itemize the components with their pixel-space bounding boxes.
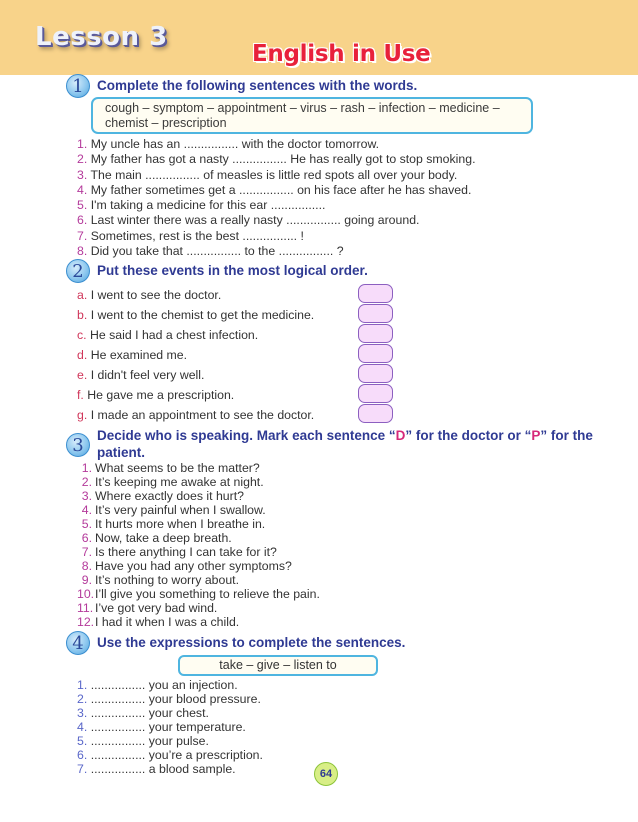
list-item: [77, 587, 320, 601]
list-item: [77, 325, 314, 345]
item-text: What seems to be the matter?: [95, 461, 260, 475]
item-number: 3.: [77, 167, 88, 182]
answer-box[interactable]: [358, 384, 393, 403]
item-text: ................ you an injection.: [90, 678, 238, 692]
item-number: 7.: [81, 545, 92, 559]
item-text: Now, take a deep breath.: [95, 531, 232, 545]
item-text: The main ................ of measles is little red spots all over your body.: [90, 167, 458, 182]
page-number: 64: [314, 762, 338, 786]
item-number: 10.: [77, 587, 95, 601]
item-number: 2.: [81, 475, 92, 489]
item-text: I went to the chemist to get the medicine.: [90, 308, 315, 322]
list-item: [77, 345, 314, 365]
item-text: He gave me a prescription.: [87, 388, 235, 402]
item-number: 6.: [77, 748, 88, 762]
item-text: I’ve got very bad wind.: [95, 601, 218, 615]
item-text: Did you take that ................ to the ................ ?: [90, 244, 344, 259]
list-item: [77, 244, 475, 259]
item-text: ................ you’re a prescription.: [90, 748, 263, 762]
exercise-1-heading: [66, 74, 417, 98]
item-letter: e.: [77, 368, 88, 382]
list-item: [77, 615, 320, 629]
list-item: [77, 601, 320, 615]
item-number: 8.: [81, 559, 92, 573]
item-number: 9.: [81, 573, 92, 587]
item-text: It’s very painful when I swallow.: [95, 503, 266, 517]
item-text: I had it when I was a child.: [95, 615, 240, 629]
word-bank: cough – symptom – appointment – virus – rash – infection – medicine – chemist – prescription: [91, 97, 533, 134]
item-text: I made an appointment to see the doctor.: [90, 408, 315, 422]
expression-bank: take – give – listen to: [178, 655, 378, 676]
item-number: 5.: [77, 198, 88, 213]
list-item: [77, 213, 475, 228]
item-number: 3.: [77, 706, 88, 720]
exercise-instruction: [97, 427, 597, 461]
item-text: I didn't feel very well.: [90, 368, 205, 382]
answer-box[interactable]: [358, 404, 393, 423]
exercise-1-list: [77, 137, 475, 259]
list-item: [77, 692, 263, 706]
item-number: 4.: [77, 720, 88, 734]
patient-letter: P: [531, 428, 541, 443]
item-number: 6.: [77, 213, 88, 228]
answer-box[interactable]: [358, 304, 393, 323]
instruction-text: Decide who is speaking. Mark each sentence “: [97, 428, 396, 443]
exercise-instruction: Put these events in the most logical order.: [97, 263, 368, 278]
list-item: [77, 748, 263, 762]
item-number: 3.: [81, 489, 92, 503]
list-item: [77, 475, 320, 489]
item-number: 7.: [77, 228, 88, 243]
item-number: 4.: [81, 503, 92, 517]
instruction-text: ” for the doctor or “: [405, 428, 532, 443]
list-item: [77, 137, 475, 152]
item-number: 5.: [81, 517, 92, 531]
list-item: [77, 559, 320, 573]
exercise-instruction: Complete the following sentences with the words.: [97, 78, 418, 93]
exercise-3-list: [77, 461, 320, 629]
item-text: ................ your blood pressure.: [90, 692, 261, 706]
exercise-number-badge: 1: [66, 74, 90, 98]
exercise-2-heading: [66, 259, 368, 283]
exercise-number-badge: 3: [66, 433, 90, 457]
exercise-4-list: [77, 678, 263, 776]
instruction-text: ” for the patient.: [97, 428, 593, 460]
list-item: [77, 545, 320, 559]
item-number: 7.: [77, 762, 88, 776]
item-text: ................ your chest.: [90, 706, 209, 720]
item-text: It’s keeping me awake at night.: [95, 475, 264, 489]
list-item: [77, 365, 314, 385]
list-item: [77, 517, 320, 531]
exercise-2-list: [77, 285, 314, 425]
item-number: 1.: [77, 678, 88, 692]
item-text: Sometimes, rest is the best ................ !: [90, 228, 304, 243]
item-text: My father sometimes get a ................ on his face after he has shaved.: [90, 182, 472, 197]
item-text: My father has got a nasty ................ He has really got to stop smoking.: [90, 152, 476, 167]
item-letter: d.: [77, 348, 88, 362]
item-number: 12.: [77, 615, 95, 629]
list-item: [77, 720, 263, 734]
answer-boxes: [358, 284, 393, 424]
item-text: He said I had a chest infection.: [90, 328, 259, 342]
item-number: 1.: [77, 137, 88, 151]
list-item: [77, 734, 263, 748]
doctor-letter: D: [395, 428, 406, 443]
item-letter: b.: [77, 308, 88, 322]
answer-box[interactable]: [358, 284, 393, 303]
list-item: [77, 198, 475, 213]
item-letter: g.: [77, 408, 88, 422]
item-text: ................ a blood sample.: [90, 762, 236, 776]
list-item: [77, 183, 475, 198]
lesson-title: Lesson 3: [35, 22, 168, 52]
item-text: Where exactly does it hurt?: [95, 489, 244, 503]
item-text: It’s nothing to worry about.: [95, 573, 240, 587]
item-number: 4.: [77, 182, 88, 197]
item-text: He examined me.: [90, 348, 188, 362]
answer-box[interactable]: [358, 324, 393, 343]
exercise-instruction: Use the expressions to complete the sentences.: [97, 635, 406, 650]
list-item: [77, 573, 320, 587]
list-item: [77, 168, 475, 183]
item-text: I’ll give you something to relieve the pain.: [95, 587, 320, 601]
answer-box[interactable]: [358, 344, 393, 363]
item-number: 1.: [81, 461, 92, 475]
item-text: ................ your pulse.: [90, 734, 209, 748]
list-item: [77, 305, 314, 325]
item-number: 2.: [77, 152, 88, 167]
item-text: Is there anything I can take for it?: [95, 545, 277, 559]
item-text: I'm taking a medicine for this ear ................: [90, 198, 326, 213]
item-number: 8.: [77, 244, 88, 259]
list-item: [77, 229, 475, 244]
exercise-number-badge: 4: [66, 631, 90, 655]
item-text: Last winter there was a really nasty ................ going around.: [90, 213, 420, 228]
item-number: 5.: [77, 734, 88, 748]
item-text: My uncle has an ................ with the doctor tomorrow.: [90, 137, 380, 151]
exercise-number-badge: 2: [66, 259, 90, 283]
list-item: [77, 762, 263, 776]
item-letter: f.: [77, 388, 84, 402]
answer-box[interactable]: [358, 364, 393, 383]
item-text: It hurts more when I breathe in.: [95, 517, 266, 531]
list-item: [77, 678, 263, 692]
item-number: 6.: [81, 531, 92, 545]
exercise-4-heading: [66, 631, 405, 655]
item-letter: c.: [77, 328, 87, 342]
exercise-3-heading: [66, 429, 597, 461]
list-item: [77, 405, 314, 425]
item-letter: a.: [77, 288, 88, 302]
item-text: I went to see the doctor.: [90, 288, 222, 302]
item-number: 11.: [77, 601, 94, 615]
item-text: Have you had any other symptoms?: [95, 559, 292, 573]
item-text: ................ your temperature.: [90, 720, 246, 734]
list-item: [77, 489, 320, 503]
list-item: [77, 531, 320, 545]
list-item: [77, 152, 475, 167]
list-item: [77, 461, 320, 475]
list-item: [77, 503, 320, 517]
section-title: English in Use: [252, 41, 431, 67]
list-item: [77, 706, 263, 720]
item-number: 2.: [77, 692, 88, 706]
list-item: [77, 385, 314, 405]
list-item: [77, 285, 314, 305]
